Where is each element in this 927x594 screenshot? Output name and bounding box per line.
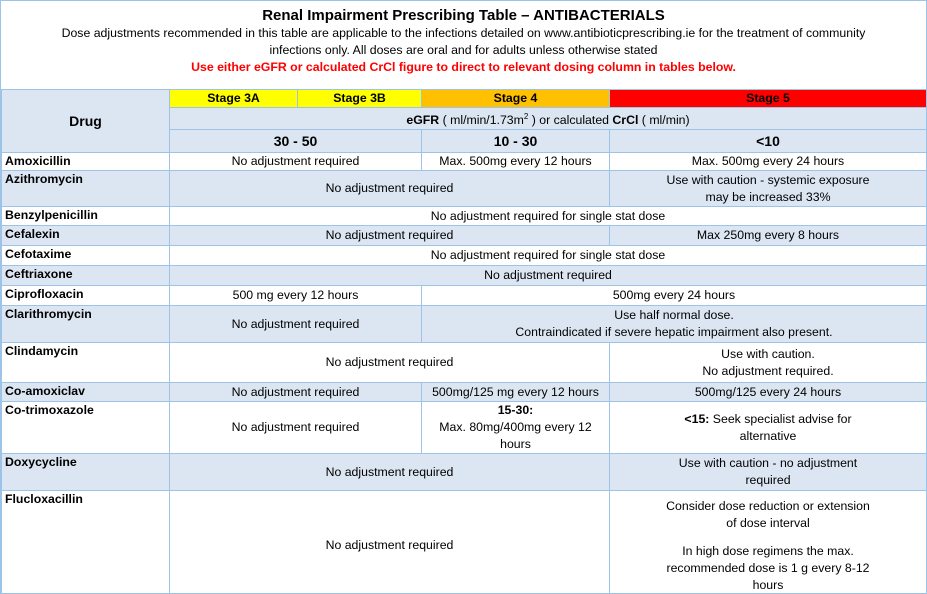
drug-name: Doxycycline: [2, 454, 170, 491]
table-row: Amoxicillin No adjustment required Max. 500mg every 12 hours Max. 500mg every 24 hours: [2, 153, 927, 171]
dosing-table: [1, 89, 927, 594]
range-10-30-header: 10 - 30: [422, 130, 610, 153]
drug-name: Azithromycin: [2, 171, 170, 207]
drug-name: Amoxicillin: [2, 153, 170, 171]
range-under-10-header: <10: [610, 130, 927, 153]
drug-name: Ceftriaxone: [2, 266, 170, 286]
range-30-50-header: 30 - 50: [170, 130, 422, 153]
egfr-crcl-header: eGFR ( $ml/\min/1.73m^2$ ) or calculated CrCl ( ml/min): [170, 108, 927, 130]
drug-name: Flucloxacillin: [2, 491, 170, 594]
drug-name: Cefalexin: [2, 226, 170, 246]
table-row: Doxycycline No adjustment required Use with caution - no adjustment required: [2, 454, 927, 491]
drug-name: Co-trimoxazole: [2, 402, 170, 454]
table-row: Clindamycin No adjustment required Use with caution. No adjustment required.: [2, 343, 927, 383]
stage-5-header: Stage 5: [610, 90, 927, 108]
page-title: Renal Impairment Prescribing Table – ANTIBACTERIALS: [262, 7, 665, 24]
drug-name: Co-amoxiclav: [2, 383, 170, 402]
table-row: Cefalexin No adjustment required Max 250mg every 8 hours: [2, 226, 927, 246]
stage-3b-header: Stage 3B: [298, 90, 422, 108]
table-row: Clarithromycin No adjustment required Use half normal dose. Contraindicated if severe hepatic impairment also present.: [2, 306, 927, 343]
header: [1, 1, 926, 89]
drug-column-header: Drug: [2, 90, 170, 153]
stage-4-header: Stage 4: [422, 90, 610, 108]
table-row: Benzylpenicillin No adjustment required for single stat dose: [2, 207, 927, 226]
table-row: Azithromycin No adjustment required Use with caution - systemic exposure may be increased 33%: [2, 171, 927, 207]
table-row: Co-trimoxazole No adjustment required 15-30: Max. 80mg/400mg every 12 hours <15: Seek specialist advise for alternative: [2, 402, 927, 454]
stage-3a-header: Stage 3A: [170, 90, 298, 108]
description-line-2: infections only. All doses are oral and for adults unless otherwise stated: [269, 43, 658, 57]
drug-name: Clarithromycin: [2, 306, 170, 343]
table-row: Co-amoxiclav No adjustment required 500mg/125 mg every 12 hours 500mg/125 every 24 hours: [2, 383, 927, 402]
description-line-1: Dose adjustments recommended in this table are applicable to the infections detailed on www.antibioticprescribing.ie for the treatment of community: [61, 26, 866, 40]
table-row: Ciprofloxacin 500 mg every 12 hours 500mg every 24 hours: [2, 286, 927, 306]
table-row: Cefotaxime No adjustment required for single stat dose: [2, 246, 927, 266]
table-row: Ceftriaxone No adjustment required: [2, 266, 927, 286]
drug-name: Benzylpenicillin: [2, 207, 170, 226]
drug-name: Cefotaxime: [2, 246, 170, 266]
drug-name: Clindamycin: [2, 343, 170, 383]
column-guidance-warning: Use either eGFR or calculated CrCl figure to direct to relevant dosing column in tables below.: [191, 60, 736, 74]
table-row: Flucloxacillin No adjustment required Consider dose reduction or extension of dose interval In high dose regimens the max. recommended dose is 1 g every 8-12 hours: [2, 491, 927, 594]
drug-name: Ciprofloxacin: [2, 286, 170, 306]
